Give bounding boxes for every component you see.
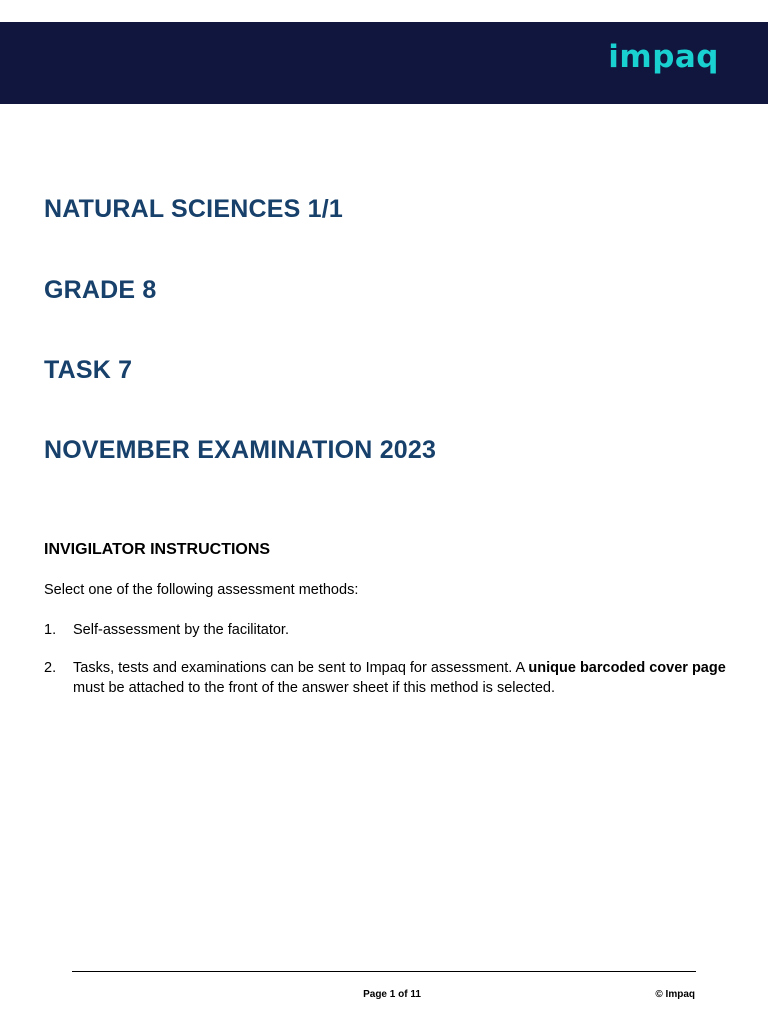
page-number: Page 1 of 11 [363, 989, 421, 1000]
header-bar [0, 22, 768, 104]
list-item-text: Self-assessment by the facilitator. [73, 622, 289, 638]
list-item-text-plain-end: must be attached to the front of the answer sheet if this method is selected. [73, 680, 555, 696]
list-item-number: 1. [44, 622, 57, 638]
footer-divider [72, 971, 696, 972]
instructions-intro: Select one of the following assessment methods: [44, 582, 359, 598]
list-item-text-plain: Tasks, tests and examinations can be sent to Impaq for assessment. A [73, 660, 529, 676]
list-item-text-emphasis: unique barcoded cover page [528, 660, 726, 676]
top-margin [0, 0, 768, 22]
task-title: TASK 7 [44, 356, 133, 384]
list-item-number: 2. [44, 660, 57, 676]
impaq-logo: impaq [608, 39, 719, 75]
copyright-notice: © Impaq [655, 989, 695, 1000]
subject-title: NATURAL SCIENCES 1/1 [44, 195, 343, 223]
list-item-text [73, 658, 734, 698]
invigilator-instructions-heading: INVIGILATOR INSTRUCTIONS [44, 541, 271, 558]
list-item [44, 620, 734, 640]
grade-title: GRADE 8 [44, 276, 157, 304]
list-item [44, 658, 734, 698]
exam-title: NOVEMBER EXAMINATION 2023 [44, 436, 437, 464]
